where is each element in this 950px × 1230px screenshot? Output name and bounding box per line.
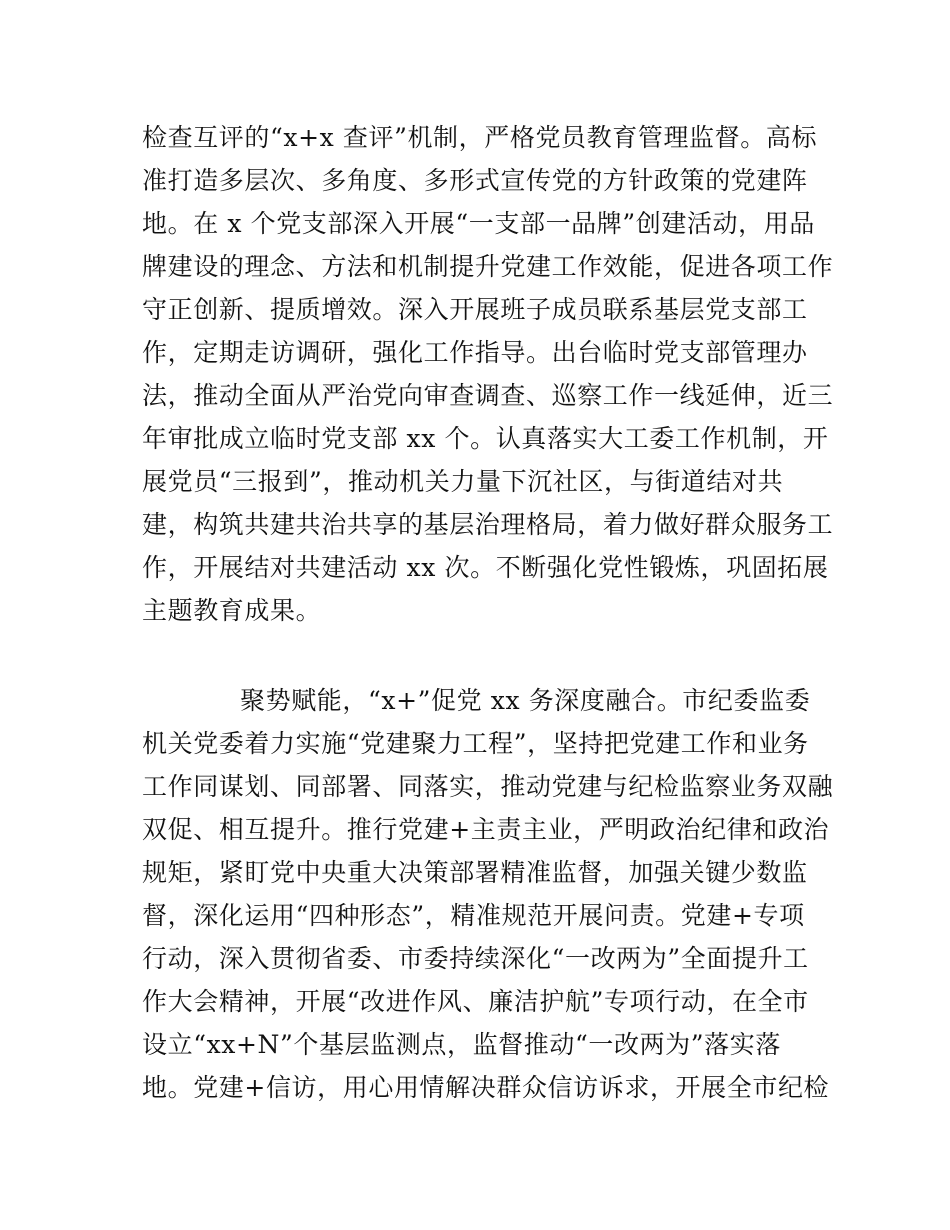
paragraph-2-line-6: 督，深化运用“四种形态”，精准规范开展问责。党建+专项 [142, 901, 805, 930]
paragraph-2-line-4: 双促、相互提升。推行党建+主责主业，严明政治纪律和政治 [142, 815, 830, 844]
paragraph-2-line-2: 机关党委着力实施“党建聚力工程”，坚持把党建工作和业务 [142, 729, 809, 758]
paragraph-1-line-9: 展党员“三报到”，推动机关力量下沉社区，与街道结对共 [142, 467, 784, 496]
paragraph-1-line-3: 地。在 x 个党支部深入开展“一支部一品牌”创建活动，用品 [142, 209, 815, 238]
paragraph-1-line-2: 准打造多层次、多角度、多形式宣传党的方针政策的党建阵 [142, 166, 808, 195]
paragraph-1-line-5: 守正创新、提质增效。深入开展班子成员联系基层党支部工 [142, 295, 808, 324]
paragraph-1-line-11: 作，开展结对共建活动 xx 次。不断强化党性锻炼，巩固拓展 [142, 553, 829, 582]
paragraph-2-line-8: 作大会精神，开展“改进作风、廉洁护航”专项行动，在全市 [142, 987, 809, 1016]
paragraph-1-line-8: 年审批成立临时党支部 xx 个。认真落实大工委工作机制，开 [142, 424, 829, 453]
paragraph-2-line-1: 聚势赋能，“x+”促党 xx 务深度融合。市纪委监委 [240, 686, 811, 715]
paragraph-2-line-9: 设立“xx+N”个基层监测点，监督推动“一改两为”落实落 [142, 1030, 781, 1059]
paragraph-1-line-10: 建，构筑共建共治共享的基层治理格局，着力做好群众服务工 [142, 510, 834, 539]
paragraph-1-line-1: 检查互评的“x+x 查评”机制，严格党员教育管理监督。高标 [142, 123, 818, 152]
paragraph-1-line-4: 牌建设的理念、方法和机制提升党建工作效能，促进各项工作 [142, 252, 834, 281]
paragraph-2-line-7: 行动，深入贯彻省委、市委持续深化“一改两为”全面提升工 [142, 944, 809, 973]
paragraph-2-line-3: 工作同谋划、同部署、同落实，推动党建与纪检监察业务双融 [142, 772, 834, 801]
paragraph-1-line-7: 法，推动全面从严治党向审查调查、巡察工作一线延伸，近三 [142, 381, 834, 410]
paragraph-1-line-12: 主题教育成果。 [142, 596, 322, 625]
paragraph-2-line-10: 地。党建+信访，用心用情解决群众信访诉求，开展全市纪检 [142, 1073, 830, 1102]
paragraph-2-line-5: 规矩，紧盯党中央重大决策部署精准监督，加强关键少数监 [142, 858, 808, 887]
paragraph-1-line-6: 作，定期走访调研，强化工作指导。出台临时党支部管理办 [142, 338, 808, 367]
